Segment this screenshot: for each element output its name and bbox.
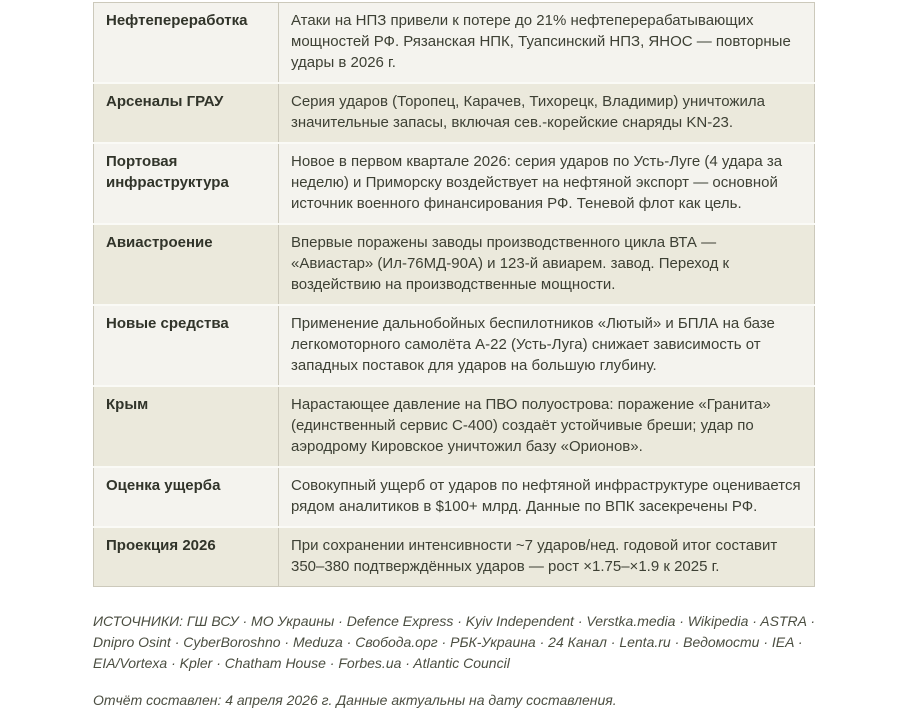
table-row xyxy=(94,305,815,386)
row-category: Крым xyxy=(94,386,279,467)
row-category: Нефтепереработка xyxy=(94,3,279,84)
row-description: Совокупный ущерб от ударов по нефтяной инфраструктуре оценивается рядом аналитиков в $100+ млрд. Данные по ВПК засекречены РФ. xyxy=(279,467,815,527)
table-row xyxy=(94,467,815,527)
row-category: Авиастроение xyxy=(94,224,279,305)
table-row xyxy=(94,143,815,224)
row-description: При сохранении интенсивности ~7 ударов/нед. годовой итог составит 350–380 подтверждённых ударов — рост ×1.75–×1.9 к 2025 г. xyxy=(279,527,815,587)
row-category: Портовая инфраструктура xyxy=(94,143,279,224)
row-description: Впервые поражены заводы производственного цикла ВТА — «Авиастар» (Ил-76МД-90А) и 123-й авиарем. завод. Переход к воздействию на производственные мощности. xyxy=(279,224,815,305)
table-body xyxy=(94,3,815,587)
report-date-note: Отчёт составлен: 4 апреля 2026 г. Данные актуальны на дату составления. xyxy=(93,692,617,708)
sources-line: ИСТОЧНИКИ: ГШ ВСУ · МО Украины · Defence Express · Kyiv Independent · Verstka.media · Wikipedia · ASTRA · Dnipro Osint · CyberBoroshno · Meduza · Свобода.орг · РБК-Украина · 24 Канал · Lenta.ru · Ведомости · IEA · EIA/Vortexa · Kpler · Chatham House · Forbes.ua · Atlantic Council xyxy=(93,613,815,671)
row-category: Новые средства xyxy=(94,305,279,386)
table-row xyxy=(94,3,815,84)
table-row xyxy=(94,386,815,467)
table-row xyxy=(94,527,815,587)
row-description: Нарастающее давление на ПВО полуострова: поражение «Гранита» (единственный сервис С-400) создаёт устойчивые бреши; удар по аэродрому Кировское уничтожил базу «Орионов». xyxy=(279,386,815,467)
row-description: Атаки на НПЗ привели к потере до 21% нефтеперерабатывающих мощностей РФ. Рязанская НПК, Туапсинский НПЗ, ЯНОС — повторные удары в 2026 г. xyxy=(291,12,791,71)
table-row xyxy=(94,224,815,305)
row-category: Оценка ущерба xyxy=(94,467,279,527)
row-description: Новое в первом квартале 2026: серия ударов по Усть-Луге (4 удара за неделю) и Приморску воздействует на нефтяной экспорт — основной источник военного финансирования РФ. Теневой флот как цель. xyxy=(279,143,815,224)
row-category: Арсеналы ГРАУ xyxy=(94,83,279,143)
strikes-summary-table xyxy=(93,2,815,587)
row-category: Проекция 2026 xyxy=(94,527,279,587)
table-row xyxy=(94,83,815,143)
row-description: Серия ударов (Торопец, Карачев, Тихорецк, Владимир) уничтожила значительные запасы, включая сев.-корейские снаряды KN-23. xyxy=(279,83,815,143)
row-description: Применение дальнобойных беспилотников «Лютый» и БПЛА на базе легкомоторного самолёта А-22 (Усть-Луга) снижает зависимость от западных поставок для ударов на большую глубину. xyxy=(279,305,815,386)
